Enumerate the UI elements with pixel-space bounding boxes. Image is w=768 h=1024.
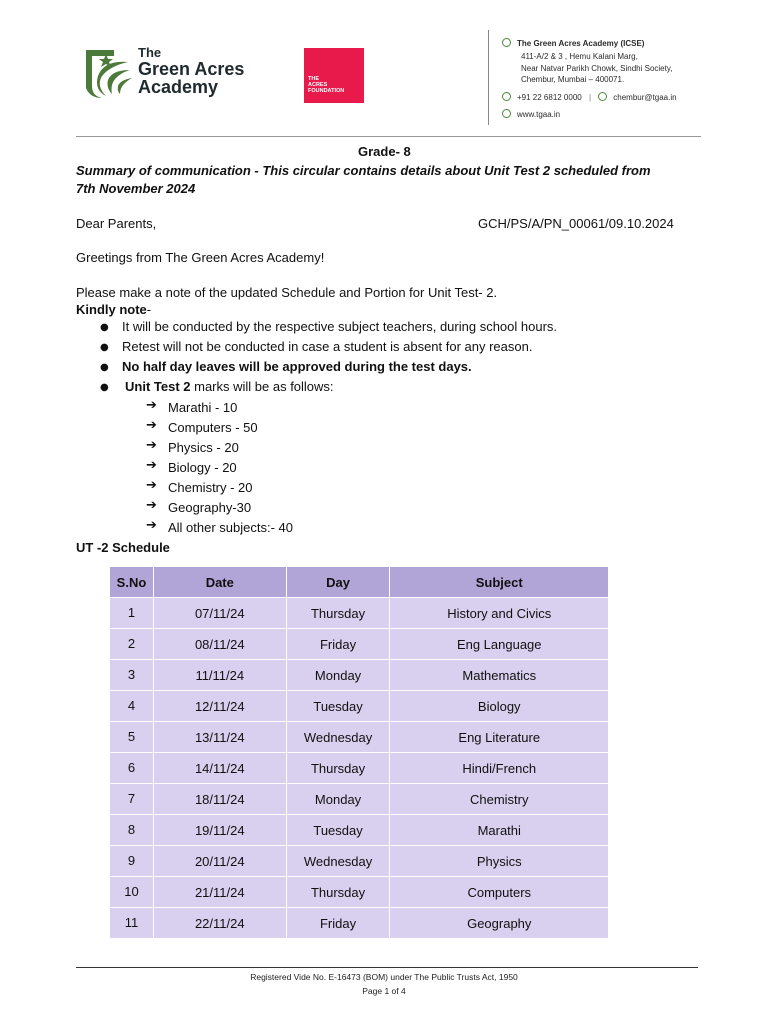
contact-phone: +91 22 6812 0000 bbox=[517, 93, 582, 102]
cell-date: 13/11/24 bbox=[153, 722, 286, 753]
kindly-note-label: Kindly note bbox=[76, 302, 147, 317]
table-row bbox=[110, 784, 609, 815]
cell-subject: Eng Language bbox=[390, 629, 609, 660]
acres-foundation-logo bbox=[304, 48, 364, 103]
cell-subject: Biology bbox=[390, 691, 609, 722]
arrow-right-icon: ➔ bbox=[146, 478, 157, 493]
cell-date: 19/11/24 bbox=[153, 815, 286, 846]
logo-name-line1: Green Acres bbox=[138, 59, 245, 79]
marks-bullet-bold: Unit Test 2 bbox=[125, 379, 191, 394]
greeting: Greetings from The Green Acres Academy! bbox=[76, 250, 325, 265]
contact-divider bbox=[488, 30, 489, 125]
cell-day: Thursday bbox=[286, 877, 390, 908]
contact-website[interactable]: www.tgaa.in bbox=[517, 110, 561, 119]
cell-day: Monday bbox=[286, 660, 390, 691]
cell-date: 08/11/24 bbox=[153, 629, 286, 660]
foundation-line2: ACRES bbox=[308, 82, 328, 88]
cell-subject: Mathematics bbox=[390, 660, 609, 691]
marks-item: Physics - 20 bbox=[168, 440, 239, 455]
foundation-line1: THE bbox=[308, 76, 319, 82]
cell-subject: Eng Literature bbox=[390, 722, 609, 753]
cell-sno: 1 bbox=[110, 598, 154, 629]
cell-sno: 3 bbox=[110, 660, 154, 691]
marks-item: Computers - 50 bbox=[168, 420, 258, 435]
bullet-item-3: No half day leaves will be approved during the test days. bbox=[122, 359, 472, 374]
header-day: Day bbox=[286, 567, 390, 598]
arrow-right-icon: ➔ bbox=[146, 518, 157, 533]
footer-registration: Registered Vide No. E-16473 (BOM) under The Public Trusts Act, 1950 bbox=[250, 972, 518, 982]
cell-sno: 10 bbox=[110, 877, 154, 908]
cell-day: Friday bbox=[286, 908, 390, 939]
cell-date: 22/11/24 bbox=[153, 908, 286, 939]
bullet-dot-icon: ● bbox=[100, 322, 109, 333]
cell-sno: 9 bbox=[110, 846, 154, 877]
arrow-right-icon: ➔ bbox=[146, 498, 157, 513]
arrow-right-icon: ➔ bbox=[146, 398, 157, 413]
marks-item: All other subjects:- 40 bbox=[168, 520, 294, 535]
cell-date: 12/11/24 bbox=[153, 691, 286, 722]
arrow-right-icon: ➔ bbox=[146, 458, 157, 473]
cell-sno: 11 bbox=[110, 908, 154, 939]
table-row bbox=[110, 908, 609, 939]
table-row bbox=[110, 629, 609, 660]
table-row bbox=[110, 722, 609, 753]
cell-day: Monday bbox=[286, 784, 390, 815]
marks-item: Geography-30 bbox=[168, 500, 252, 515]
arrow-right-icon: ➔ bbox=[146, 438, 157, 453]
cell-date: 20/11/24 bbox=[153, 846, 286, 877]
marks-item: Marathi - 10 bbox=[168, 400, 238, 415]
cell-day: Tuesday bbox=[286, 691, 390, 722]
cell-subject: Hindi/French bbox=[390, 753, 609, 784]
contact-address-1: 411-A/2 & 3 , Hemu Kalani Marg, bbox=[521, 52, 638, 61]
cell-date: 14/11/24 bbox=[153, 753, 286, 784]
arrow-right-icon: ➔ bbox=[146, 418, 157, 433]
kindly-note-heading bbox=[76, 301, 151, 318]
cell-day: Wednesday bbox=[286, 722, 390, 753]
contact-email[interactable]: chembur@tgaa.in bbox=[613, 93, 677, 102]
cell-day: Wednesday bbox=[286, 846, 390, 877]
marks-item: Biology - 20 bbox=[168, 460, 237, 475]
table-row bbox=[110, 846, 609, 877]
cell-date: 18/11/24 bbox=[153, 784, 286, 815]
table-row bbox=[110, 660, 609, 691]
footer-page-number: Page 1 of 4 bbox=[362, 986, 406, 996]
cell-day: Friday bbox=[286, 629, 390, 660]
cell-sno: 6 bbox=[110, 753, 154, 784]
cell-subject: Chemistry bbox=[390, 784, 609, 815]
table-row bbox=[110, 877, 609, 908]
contact-block: The Green Acres Academy (ICSE) 411-A/2 & 3 , Hemu Kalani Marg, Near Natvar Parikh Chowk, Sindhi Society, Chembur, Mumbai – 400071. +91 22 6812 0000 | chembur@tgaa.in www.tgaa.in bbox=[488, 30, 728, 125]
cell-subject: Geography bbox=[390, 908, 609, 939]
bullet-item-1: It will be conducted by the respective subject teachers, during school hours. bbox=[122, 319, 558, 334]
table-row bbox=[110, 815, 609, 846]
cell-date: 11/11/24 bbox=[153, 660, 286, 691]
summary-line-2: 7th November 2024 bbox=[76, 181, 196, 196]
cell-day: Tuesday bbox=[286, 815, 390, 846]
header-subject: Subject bbox=[390, 567, 609, 598]
logo-name-line2: Academy bbox=[138, 77, 219, 97]
schedule-title: UT -2 Schedule bbox=[76, 540, 170, 555]
summary-line-1: Summary of communication - This circular contains details about Unit Test 2 scheduled from bbox=[76, 163, 651, 178]
cell-subject: Marathi bbox=[390, 815, 609, 846]
cell-sno: 4 bbox=[110, 691, 154, 722]
contact-name: The Green Acres Academy (ICSE) bbox=[517, 39, 645, 48]
phone-icon bbox=[502, 92, 511, 101]
marks-bullet-rest: marks will be as follows: bbox=[190, 379, 334, 394]
cell-subject: Computers bbox=[390, 877, 609, 908]
header-divider bbox=[76, 136, 701, 137]
bullet-dot-icon: ● bbox=[100, 362, 109, 373]
foundation-line3: FOUNDATION bbox=[308, 88, 345, 94]
cell-sno: 7 bbox=[110, 784, 154, 815]
bullet-dot-icon: ● bbox=[100, 342, 109, 353]
cell-date: 21/11/24 bbox=[153, 877, 286, 908]
green-acres-emblem-icon bbox=[84, 46, 134, 102]
school-logo bbox=[84, 46, 254, 102]
email-icon bbox=[598, 92, 607, 101]
header-date: Date bbox=[153, 567, 286, 598]
cell-day: Thursday bbox=[286, 753, 390, 784]
cell-subject: History and Civics bbox=[390, 598, 609, 629]
globe-icon bbox=[502, 109, 511, 118]
cell-sno: 8 bbox=[110, 815, 154, 846]
contact-address-2: Near Natvar Parikh Chowk, Sindhi Society, bbox=[521, 64, 673, 73]
cell-sno: 2 bbox=[110, 629, 154, 660]
kindly-note-dash: - bbox=[146, 302, 152, 317]
cell-date: 07/11/24 bbox=[153, 598, 286, 629]
bullet-item-4 bbox=[125, 378, 334, 395]
bullet-dot-icon: ● bbox=[100, 382, 109, 393]
cell-subject: Physics bbox=[390, 846, 609, 877]
table-row bbox=[110, 691, 609, 722]
table-row bbox=[110, 598, 609, 629]
header-sno: S.No bbox=[110, 567, 154, 598]
footer-divider bbox=[76, 967, 698, 968]
contact-address-3: Chembur, Mumbai – 400071. bbox=[521, 75, 625, 84]
cell-day: Thursday bbox=[286, 598, 390, 629]
cell-sno: 5 bbox=[110, 722, 154, 753]
grade-title: Grade- 8 bbox=[358, 144, 411, 159]
schedule-table bbox=[109, 566, 609, 939]
bullet-item-2: Retest will not be conducted in case a student is absent for any reason. bbox=[122, 339, 533, 354]
intro-text: Please make a note of the updated Schedule and Portion for Unit Test- 2. bbox=[76, 285, 498, 300]
table-row bbox=[110, 753, 609, 784]
reference-number: GCH/PS/A/PN_00061/09.10.2024 bbox=[478, 216, 674, 231]
salutation: Dear Parents, bbox=[76, 216, 157, 231]
marks-item: Chemistry - 20 bbox=[168, 480, 253, 495]
location-pin-icon bbox=[502, 38, 511, 47]
table-header-row bbox=[110, 567, 609, 598]
logo-the-text: The bbox=[138, 45, 162, 60]
